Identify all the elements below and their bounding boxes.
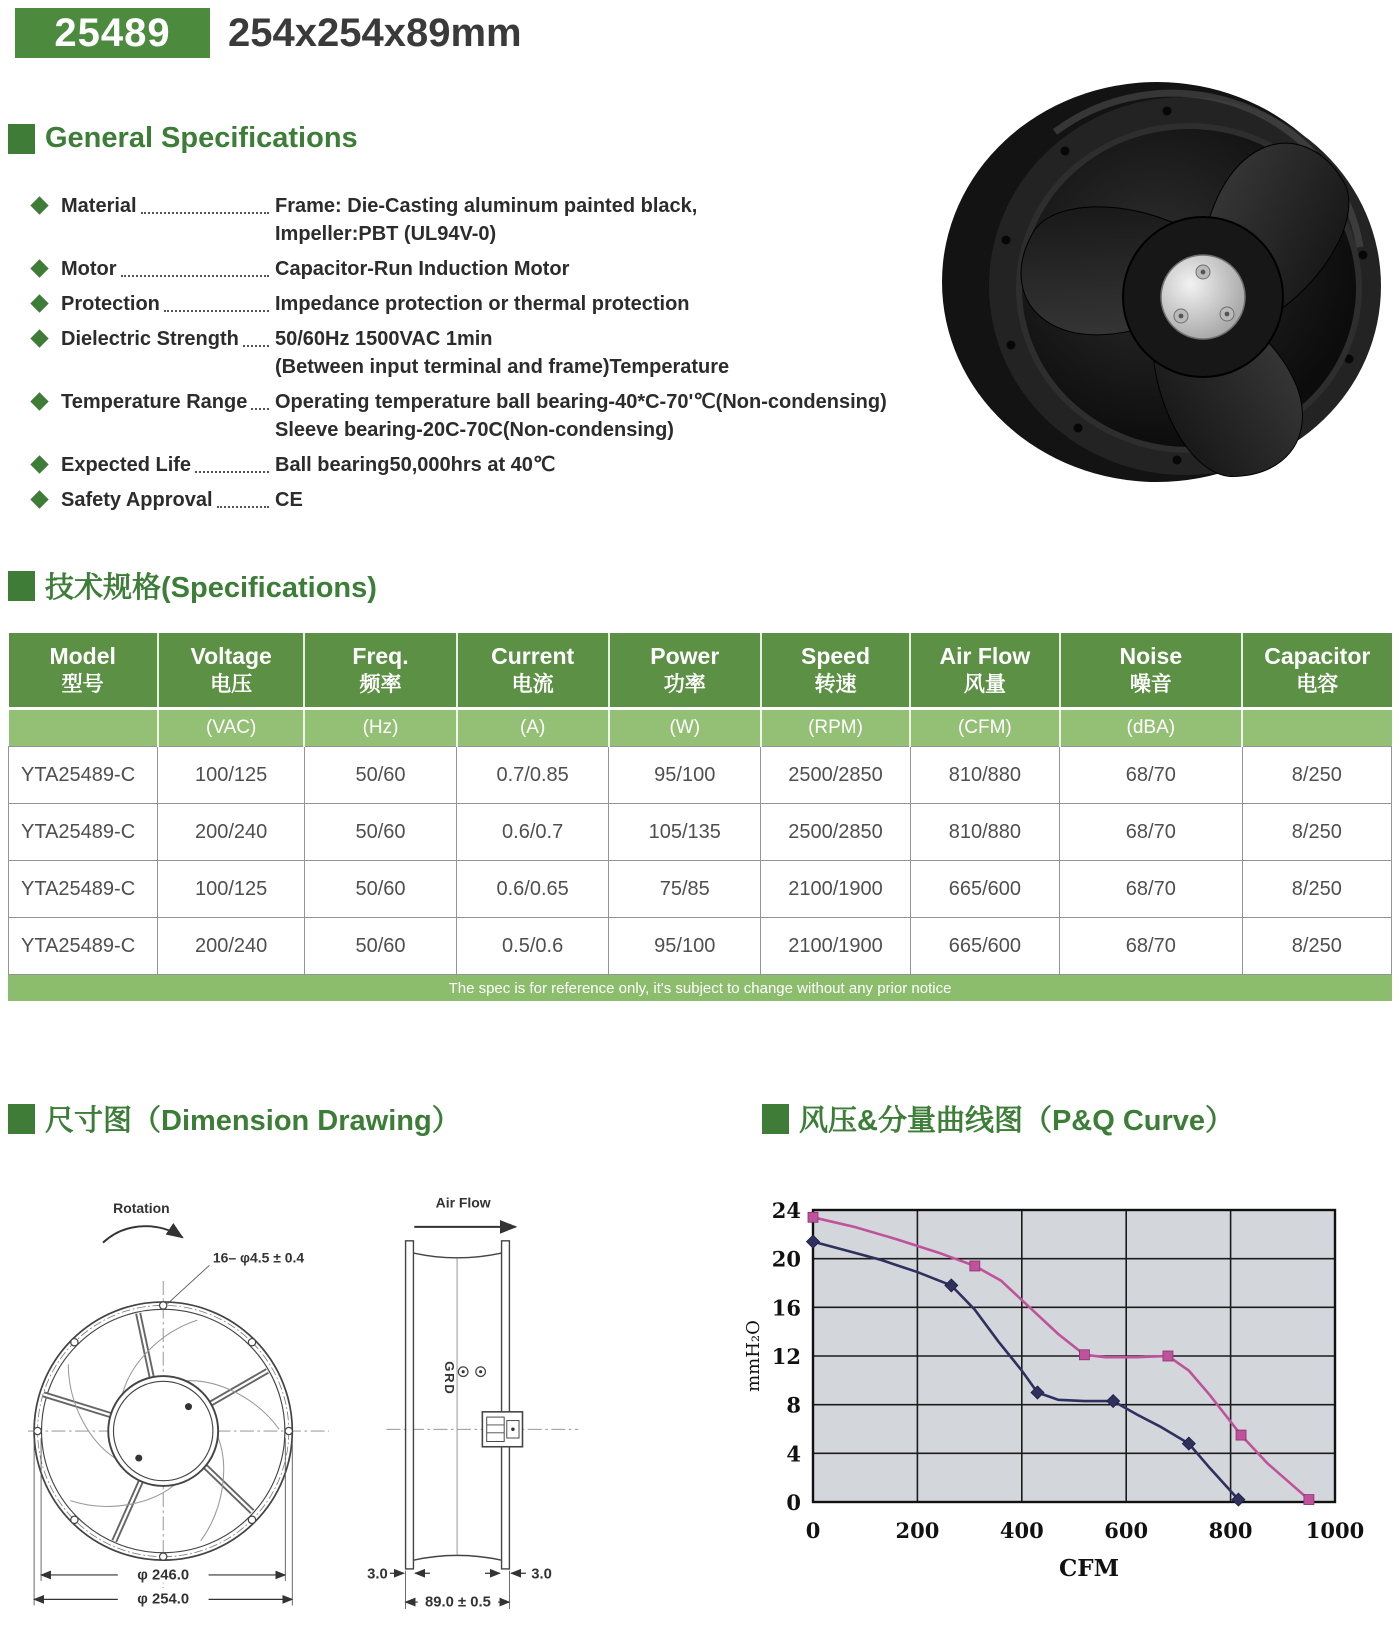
x-tick-label: 400 <box>999 1518 1044 1543</box>
cell: 50/60 <box>304 804 456 861</box>
dotted-leader <box>251 388 269 410</box>
spec-value: Frame: Die-Casting aluminum painted black, <box>275 195 698 217</box>
spec-value: Sleeve bearing-20C-70C(Non-condensing) <box>275 419 674 441</box>
marker-square <box>1236 1430 1246 1440</box>
cell: 68/70 <box>1060 747 1243 804</box>
diamond-icon <box>30 490 48 508</box>
table-body <box>9 747 1392 975</box>
cell: 105/135 <box>609 804 761 861</box>
marker-square <box>1163 1351 1173 1361</box>
column-unit: (W) <box>609 709 761 747</box>
fan-photo <box>935 82 1395 490</box>
cell: 50/60 <box>304 747 456 804</box>
hub-circle-outer <box>108 1376 218 1486</box>
marker-square <box>970 1261 980 1271</box>
column-unit <box>1242 709 1391 747</box>
column-header: Noise 噪音 <box>1060 633 1243 709</box>
cell: 68/70 <box>1060 804 1243 861</box>
dimension-front-view <box>28 1178 342 1623</box>
cell-model: YTA25489-C <box>9 861 158 918</box>
cell: 100/125 <box>158 861 305 918</box>
spec-value: (Between input terminal and frame)Temperature <box>275 356 730 378</box>
spec-value: Impedance protection or thermal protection <box>275 293 690 315</box>
x-tick-label: 600 <box>1104 1518 1149 1543</box>
spec-label: Temperature Range <box>61 391 248 413</box>
svg-text:3.0: 3.0 <box>367 1566 388 1583</box>
x-tick-label: 0 <box>805 1518 821 1543</box>
column-header: Freq. 频率 <box>304 633 456 709</box>
pq-curve-chart <box>735 1190 1385 1620</box>
table-row <box>9 918 1392 975</box>
spec-label: Dielectric Strength <box>61 328 239 350</box>
specs-heading <box>8 565 377 606</box>
dotted-leader <box>164 290 269 312</box>
cell: 0.5/0.6 <box>457 918 609 975</box>
section-square-icon <box>8 571 35 601</box>
cell: 2100/1900 <box>761 861 910 918</box>
dim-depth <box>406 1571 510 1611</box>
spec-value: Capacitor-Run Induction Motor <box>275 258 570 280</box>
cell: 2100/1900 <box>761 918 910 975</box>
grd-label: GRD <box>441 1361 457 1396</box>
column-unit: (dBA) <box>1060 709 1243 747</box>
cell: 75/85 <box>609 861 761 918</box>
spec-label: Motor <box>61 258 117 280</box>
y-tick-label: 8 <box>786 1392 801 1418</box>
section-square-icon <box>8 1104 35 1134</box>
dotted-leader <box>243 325 269 347</box>
column-header: Model 型号 <box>9 633 158 709</box>
spec-label: Expected Life <box>61 454 192 476</box>
spec-item <box>30 192 920 248</box>
diamond-icon <box>30 196 48 214</box>
header <box>15 8 522 58</box>
cell: 665/600 <box>910 861 1059 918</box>
cell: 665/600 <box>910 918 1059 975</box>
cell: 8/250 <box>1242 861 1391 918</box>
terminal-block <box>482 1412 522 1447</box>
column-header: Capacitor 电容 <box>1242 633 1391 709</box>
x-tick-label: 1000 <box>1305 1518 1365 1543</box>
column-unit: (Hz) <box>304 709 456 747</box>
specs-title: 技术规格(Specifications) <box>45 572 377 604</box>
table-units-row <box>9 709 1392 747</box>
cell: 200/240 <box>158 918 305 975</box>
svg-text:89.0 ± 0.5: 89.0 ± 0.5 <box>425 1594 491 1611</box>
cell: 2500/2850 <box>761 747 910 804</box>
table-row <box>9 861 1392 918</box>
cell: 0.6/0.65 <box>457 861 609 918</box>
spec-value: CE <box>275 489 303 511</box>
column-header: Voltage 电压 <box>158 633 305 709</box>
spec-item <box>30 290 920 318</box>
column-header: Speed 转速 <box>761 633 910 709</box>
spec-table-wrap <box>8 633 1392 1001</box>
cell: 95/100 <box>609 747 761 804</box>
cell: 50/60 <box>304 861 456 918</box>
svg-text:φ 254.0: φ 254.0 <box>137 1591 190 1608</box>
spec-item <box>30 451 920 479</box>
cell-model: YTA25489-C <box>9 747 158 804</box>
diamond-icon <box>30 455 48 473</box>
cell: 200/240 <box>158 804 305 861</box>
spec-label: Safety Approval <box>61 489 213 511</box>
y-tick-label: 0 <box>786 1490 801 1515</box>
y-tick-label: 24 <box>771 1198 801 1223</box>
column-unit: (VAC) <box>158 709 305 747</box>
cell-model: YTA25489-C <box>9 918 158 975</box>
diamond-icon <box>30 294 48 312</box>
general-spec-list <box>30 192 920 521</box>
page-title: 254x254x89mm <box>228 10 522 55</box>
cell: 100/125 <box>158 747 305 804</box>
column-unit: (A) <box>457 709 609 747</box>
cell: 8/250 <box>1242 918 1391 975</box>
diamond-icon <box>30 329 48 347</box>
y-tick-label: 20 <box>771 1246 801 1272</box>
dim-flange-right <box>485 1567 552 1583</box>
general-specs-heading <box>8 122 358 155</box>
column-unit: (CFM) <box>910 709 1059 747</box>
section-square-icon <box>8 124 35 154</box>
pq-title: 风压&分量曲线图（P&Q Curve） <box>799 1105 1235 1137</box>
x-axis-label: CFM <box>1058 1555 1120 1582</box>
marker-square <box>808 1212 818 1222</box>
y-axis-label: mmH₂O <box>743 1320 764 1392</box>
column-header: Power 功率 <box>609 633 761 709</box>
x-tick-label: 800 <box>1208 1518 1253 1543</box>
airflow-label: Air Flow <box>435 1194 491 1211</box>
x-tick-label: 200 <box>895 1518 940 1543</box>
dotted-leader <box>195 451 269 473</box>
pq-heading <box>762 1098 1234 1139</box>
hub-screw-dot <box>135 1455 142 1462</box>
general-specs-title: General Specifications <box>45 122 358 154</box>
spec-item <box>30 255 920 283</box>
cell: 8/250 <box>1242 804 1391 861</box>
table-header-row <box>9 633 1392 709</box>
dotted-leader <box>217 486 269 508</box>
marker-square <box>1079 1350 1089 1360</box>
left-flange <box>406 1241 414 1569</box>
cell: 95/100 <box>609 918 761 975</box>
spec-value: 50/60Hz 1500VAC 1min <box>275 328 493 350</box>
y-tick-label: 16 <box>771 1295 801 1321</box>
hole-leader-line <box>168 1265 210 1303</box>
table-row <box>9 747 1392 804</box>
svg-text:φ 246.0: φ 246.0 <box>137 1567 190 1584</box>
spec-value: Impeller:PBT (UL94V-0) <box>275 223 497 245</box>
diamond-icon <box>30 392 48 410</box>
cell: 68/70 <box>1060 861 1243 918</box>
grd-screws <box>458 1367 485 1377</box>
section-square-icon <box>762 1104 789 1134</box>
spec-value: Operating temperature ball bearing-40*C-70'℃(Non-condensing) <box>275 391 887 413</box>
cell: 810/880 <box>910 747 1059 804</box>
svg-text:3.0: 3.0 <box>531 1566 552 1583</box>
cell: 0.6/0.7 <box>457 804 609 861</box>
column-header: Current 电流 <box>457 633 609 709</box>
right-flange <box>502 1241 510 1569</box>
dotted-leader <box>121 255 269 277</box>
spec-label: Protection <box>61 293 160 315</box>
marker-square <box>1304 1495 1314 1505</box>
dim-flange-left <box>367 1567 430 1583</box>
column-unit: (RPM) <box>761 709 910 747</box>
cell: 0.7/0.85 <box>457 747 609 804</box>
column-header: Air Flow 风量 <box>910 633 1059 709</box>
dotted-leader <box>141 192 269 214</box>
rotation-label: Rotation <box>113 1199 170 1216</box>
dimension-side-view <box>360 1178 596 1623</box>
spec-table <box>8 633 1392 975</box>
y-tick-label: 12 <box>771 1344 801 1369</box>
cell: 8/250 <box>1242 747 1391 804</box>
dimension-heading <box>8 1098 461 1139</box>
cell-model: YTA25489-C <box>9 804 158 861</box>
fan-photo-svg <box>935 82 1395 490</box>
spec-item <box>30 325 920 381</box>
spec-label: Material <box>61 195 137 217</box>
spec-item <box>30 388 920 444</box>
hole-dim-label: 16– φ4.5 ± 0.4 <box>212 1249 305 1266</box>
dimension-title: 尺寸图（Dimension Drawing） <box>45 1105 461 1137</box>
cell: 2500/2850 <box>761 804 910 861</box>
rotation-arrow <box>103 1226 182 1242</box>
y-tick-label: 4 <box>786 1441 801 1467</box>
spec-value: Ball bearing50,000hrs at 40℃ <box>275 454 556 476</box>
diamond-icon <box>30 259 48 277</box>
table-row <box>9 804 1392 861</box>
cell: 810/880 <box>910 804 1059 861</box>
body-top-edge <box>413 1253 501 1258</box>
cell: 68/70 <box>1060 918 1243 975</box>
hub-screw-dot <box>185 1403 192 1410</box>
table-footnote: The spec is for reference only, it's subject to change without any prior notice <box>8 975 1392 1001</box>
model-code-badge: 25489 <box>15 8 210 58</box>
body-bottom-edge <box>413 1555 501 1560</box>
cell: 50/60 <box>304 918 456 975</box>
column-unit <box>9 709 158 747</box>
spec-item <box>30 486 920 514</box>
